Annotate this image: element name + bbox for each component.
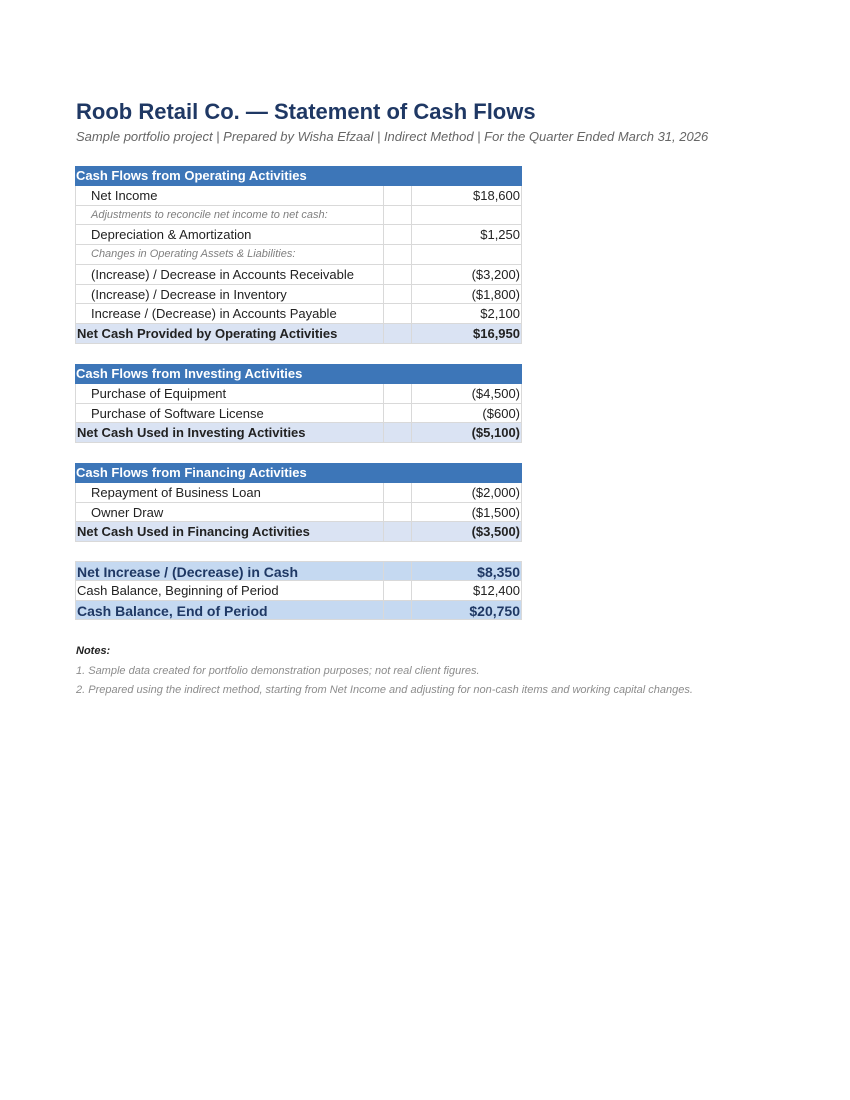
table-row: [75, 265, 522, 285]
investing-section: [75, 364, 522, 443]
financing-total-row: [75, 522, 522, 542]
row-label: (Increase) / Decrease in Inventory: [91, 286, 287, 302]
table-row: [75, 483, 522, 503]
row-label: (Increase) / Decrease in Accounts Receivable: [91, 266, 355, 282]
row-value: ($3,200): [412, 265, 522, 284]
notes-title: Notes:: [76, 645, 111, 657]
row-value: $1,250: [412, 225, 522, 244]
row-value: ($4,500): [412, 384, 522, 403]
note-item: 1. Sample data created for portfolio demonstration purposes; not real client figures.: [76, 665, 480, 677]
row-label: Repayment of Business Loan: [91, 484, 261, 500]
investing-total-row: [75, 423, 522, 443]
row-label: Purchase of Software License: [91, 405, 264, 421]
table-row: [75, 186, 522, 206]
row-label: Net Increase / (Decrease) in Cash: [77, 564, 298, 580]
row-label: Net Cash Provided by Operating Activities: [77, 326, 338, 341]
operating-section: [75, 166, 522, 344]
beginning-balance-row: [75, 581, 522, 601]
investing-header: Cash Flows from Investing Activities: [75, 364, 522, 384]
row-label: Cash Balance, End of Period: [77, 602, 268, 619]
row-label: Owner Draw: [91, 504, 164, 520]
row-label: Purchase of Equipment: [91, 385, 227, 401]
row-label: Cash Balance, Beginning of Period: [77, 582, 279, 598]
row-value: ($2,000): [412, 483, 522, 502]
table-row: [75, 384, 522, 404]
operating-total-row: [75, 324, 522, 344]
row-value: ($1,800): [412, 285, 522, 304]
row-label: Adjustments to reconcile net income to net cash:: [91, 208, 328, 221]
row-label: Net Income: [91, 187, 158, 203]
row-label: Changes in Operating Assets & Liabilities:: [91, 248, 296, 260]
row-value: $16,950: [412, 324, 522, 343]
row-value: ($3,500): [412, 522, 522, 541]
row-value: $2,100: [412, 304, 522, 323]
row-value: [412, 245, 522, 264]
row-label: Increase / (Decrease) in Accounts Payable: [91, 306, 337, 322]
table-row: [75, 285, 522, 305]
financing-header: Cash Flows from Financing Activities: [75, 463, 522, 483]
table-row: [75, 503, 522, 523]
operating-header: Cash Flows from Operating Activities: [75, 166, 522, 186]
row-label: Net Cash Used in Financing Activities: [77, 524, 310, 540]
row-value: ($5,100): [412, 423, 522, 442]
table-row: [75, 225, 522, 245]
row-value: $18,600: [412, 186, 522, 205]
row-value: $20,750: [412, 601, 522, 620]
table-row: [75, 404, 522, 424]
row-value: $8,350: [412, 562, 522, 580]
net-change-row: [75, 561, 522, 581]
note-item: 2. Prepared using the indirect method, starting from Net Income and adjusting for non-cash items and working capital changes.: [76, 684, 693, 696]
table-row: [75, 206, 522, 226]
row-value: $12,400: [412, 581, 522, 600]
table-row: [75, 304, 522, 324]
table-row: [75, 245, 522, 265]
summary-section: [75, 561, 522, 620]
row-value: ($600): [412, 404, 522, 423]
row-value: [412, 206, 522, 225]
row-value: ($1,500): [412, 503, 522, 522]
page-title: Roob Retail Co. — Statement of Cash Flows: [76, 99, 536, 124]
row-label: Net Cash Used in Investing Activities: [77, 425, 306, 441]
ending-balance-row: [75, 601, 522, 621]
financing-section: [75, 463, 522, 542]
row-label: Depreciation & Amortization: [91, 227, 252, 243]
page-subtitle: Sample portfolio project | Prepared by Wisha Efzaal | Indirect Method | For the Quarter Ended March 31, 2026: [76, 129, 709, 144]
